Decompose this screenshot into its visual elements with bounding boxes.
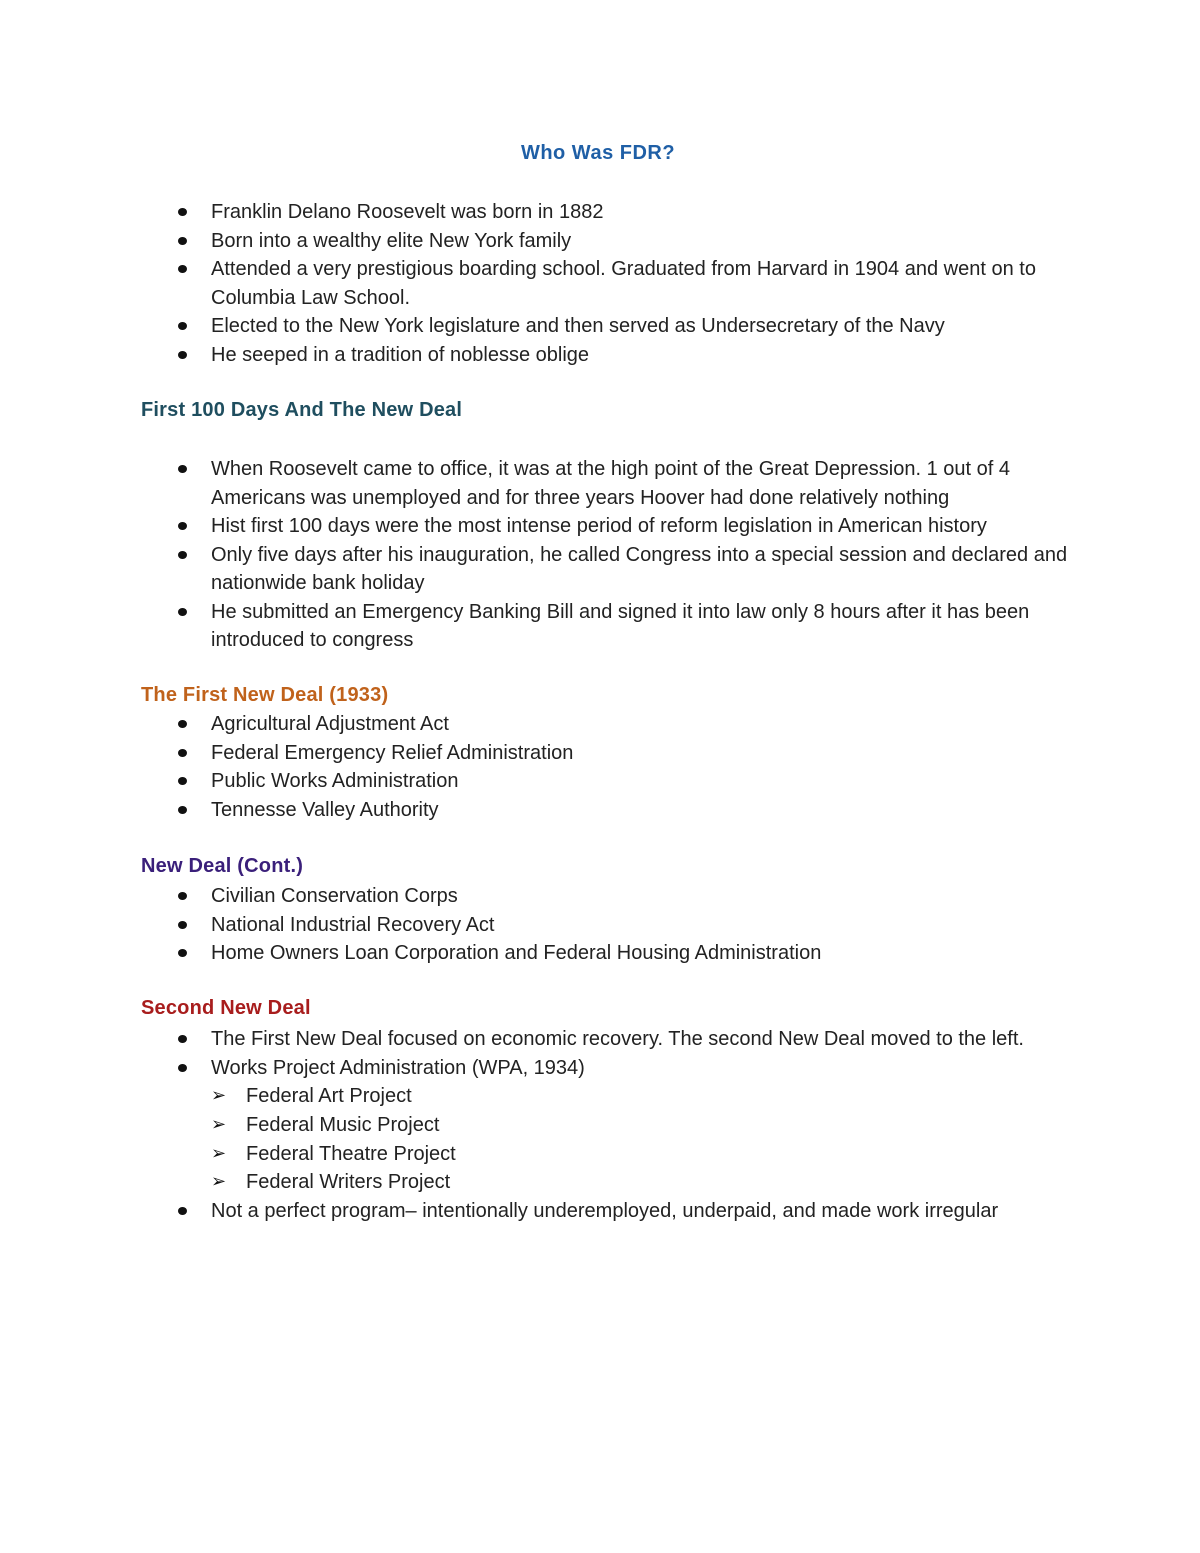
bullet-icon xyxy=(178,949,187,957)
bullet-icon xyxy=(178,208,187,216)
sublist-item-text: Federal Art Project xyxy=(246,1085,412,1107)
list-item xyxy=(175,739,1075,768)
arrowhead-bullet-icon: ➢ xyxy=(211,1113,227,1135)
sublist-item xyxy=(175,1168,1075,1197)
list-item-text: He seeped in a tradition of noblesse oblige xyxy=(211,343,590,366)
sublist-item xyxy=(175,1140,1075,1169)
list-item xyxy=(175,255,1075,312)
list-item-text: Franklin Delano Roosevelt was born in 1882 xyxy=(211,201,604,223)
list-item xyxy=(175,598,1075,655)
bullet-icon xyxy=(178,1207,187,1215)
list-item-text: Tennesse Valley Authority xyxy=(211,798,439,821)
list-item-text: Hist first 100 days were the most intense period of reform legislation in American history xyxy=(211,515,987,537)
bullet-icon xyxy=(178,465,187,473)
list-item xyxy=(175,882,1075,911)
list-item xyxy=(175,1197,1075,1226)
list-item-text: Born into a wealthy elite New York family xyxy=(211,229,572,252)
list-item-text: The First New Deal focused on economic recovery. The second New Deal moved to the left. xyxy=(211,1028,1024,1050)
list-item-text: Not a perfect program– intentionally underemployed, underpaid, and made work irregular xyxy=(211,1200,999,1223)
arrowhead-bullet-icon: ➢ xyxy=(211,1142,227,1164)
arrowhead-bullet-icon: ➢ xyxy=(211,1171,227,1193)
sublist-item-text: Federal Theatre Project xyxy=(246,1142,456,1165)
bullet-icon xyxy=(178,522,187,530)
bullet-icon xyxy=(178,921,187,929)
bullet-icon xyxy=(178,806,187,814)
section-heading-new-deal-cont: New Deal (Cont.) xyxy=(141,855,304,877)
list-item xyxy=(175,341,1075,370)
list-item xyxy=(175,1054,1075,1198)
wpa-sublist xyxy=(211,1082,1075,1197)
list-item xyxy=(175,1025,1075,1054)
section-list-first-100-days xyxy=(175,455,1075,655)
list-item xyxy=(175,541,1075,598)
list-item xyxy=(175,512,1075,541)
list-item xyxy=(175,227,1075,256)
bullet-icon xyxy=(178,237,187,245)
bullet-icon xyxy=(178,351,187,359)
list-item-text: Agricultural Adjustment Act xyxy=(211,713,449,735)
section-list-new-deal-cont xyxy=(175,882,1075,968)
bullet-icon xyxy=(178,749,187,757)
list-item-text: He submitted an Emergency Banking Bill and signed it into law only 8 hours after it has been introduced to congress xyxy=(211,600,1030,651)
list-item xyxy=(175,911,1075,940)
list-item-text: Elected to the New York legislature and then served as Undersecretary of the Navy xyxy=(211,315,945,337)
section-heading-first-new-deal: The First New Deal (1933) xyxy=(141,684,389,706)
list-item-text: Public Works Administration xyxy=(211,770,459,792)
list-item-text: Civilian Conservation Corps xyxy=(211,885,458,907)
list-item-text: Only five days after his inauguration, he called Congress into a special session and declared and nationwide bank holiday xyxy=(211,543,1068,594)
bullet-icon xyxy=(178,777,187,785)
sublist-item xyxy=(175,1111,1075,1140)
list-item xyxy=(175,455,1075,512)
bullet-icon xyxy=(178,265,187,273)
sublist-item-text: Federal Writers Project xyxy=(246,1171,451,1194)
list-item xyxy=(175,198,1075,227)
section-heading-first-100-days: First 100 Days And The New Deal xyxy=(141,399,463,421)
section-list-second-new-deal xyxy=(175,1025,1075,1226)
list-item-text: National Industrial Recovery Act xyxy=(211,913,495,936)
bullet-icon xyxy=(178,892,187,900)
sublist-item xyxy=(175,1082,1075,1111)
list-item-text: Attended a very prestigious boarding school. Graduated from Harvard in 1904 and went on to Columbia Law School. xyxy=(211,258,1036,309)
list-item-text: When Roosevelt came to office, it was at the high point of the Great Depression. 1 out of 4 Americans was unemployed and for three years Hoover had done relatively nothing xyxy=(211,458,1010,509)
sublist-item-text: Federal Music Project xyxy=(246,1113,440,1136)
list-item xyxy=(175,767,1075,796)
list-item-text: Home Owners Loan Corporation and Federal Housing Administration xyxy=(211,942,822,964)
intro-list xyxy=(175,198,1075,369)
list-item-text: Works Project Administration (WPA, 1934) xyxy=(211,1056,585,1079)
list-item xyxy=(175,710,1075,739)
list-item xyxy=(175,939,1075,968)
arrowhead-bullet-icon: ➢ xyxy=(211,1085,227,1106)
page-title: Who Was FDR? xyxy=(520,142,676,164)
section-list-first-new-deal xyxy=(175,710,1075,824)
list-item xyxy=(175,312,1075,341)
list-item-text: Federal Emergency Relief Administration xyxy=(211,741,574,764)
bullet-icon xyxy=(178,608,187,616)
bullet-icon xyxy=(178,1035,187,1043)
bullet-icon xyxy=(178,720,187,728)
bullet-icon xyxy=(178,551,187,559)
section-heading-second-new-deal: Second New Deal xyxy=(141,997,311,1019)
bullet-icon xyxy=(178,322,187,330)
bullet-icon xyxy=(178,1064,187,1072)
list-item xyxy=(175,796,1075,825)
